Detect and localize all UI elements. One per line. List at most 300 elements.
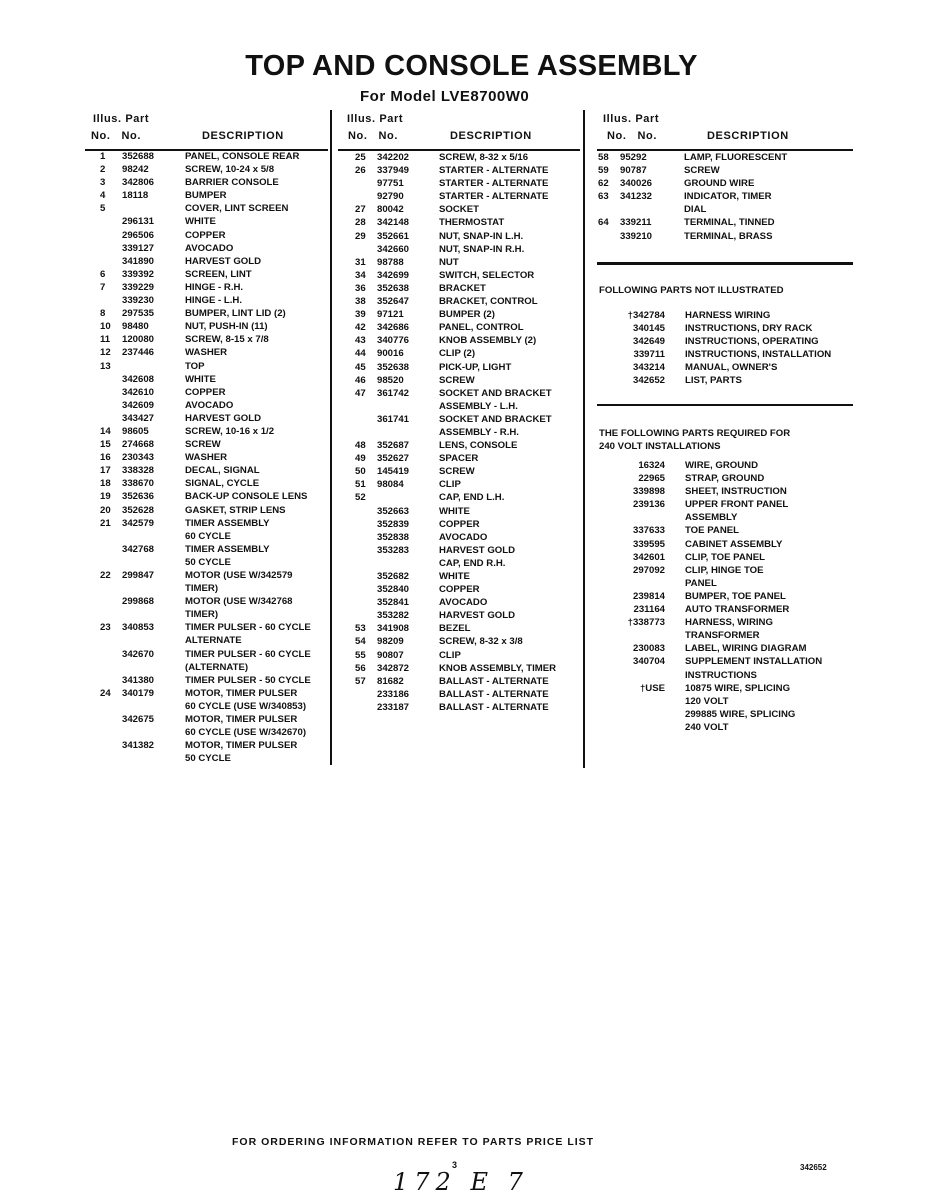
part-number: 342148 xyxy=(377,217,410,229)
table-row xyxy=(355,361,556,374)
illus-number xyxy=(355,596,377,609)
table-row xyxy=(599,472,822,485)
part-description: 60 CYCLE (USE W/342670) xyxy=(185,727,307,739)
part-number: 341382 xyxy=(122,740,155,752)
part-description: SHEET, INSTRUCTION xyxy=(685,486,787,498)
table-row xyxy=(100,215,311,228)
part-description: SCREW, 8-32 x 3/8 xyxy=(439,636,523,648)
part-number xyxy=(122,556,185,569)
part-number: 342601 xyxy=(632,551,665,563)
part-description: 240 VOLT xyxy=(685,721,729,733)
part-number: 342610 xyxy=(122,386,155,398)
table-row xyxy=(100,556,311,569)
part-description: TIMER PULSER - 60 CYCLE xyxy=(185,622,311,634)
part-number: 352838 xyxy=(377,531,410,543)
not-illustrated-list xyxy=(599,309,831,388)
part-description: SIGNAL, CYCLE xyxy=(185,478,260,490)
illus-number xyxy=(100,255,122,268)
table-row xyxy=(355,216,556,229)
part-number xyxy=(620,203,684,216)
table-row xyxy=(100,176,311,189)
part-number: 340179 xyxy=(122,687,155,699)
illus-number xyxy=(355,688,377,701)
part-number xyxy=(122,202,185,215)
illus-number xyxy=(100,582,122,595)
part-description: SCREW, 10-24 x 5/8 xyxy=(185,164,275,176)
part-description: GASKET, STRIP LENS xyxy=(185,504,286,516)
table-row xyxy=(599,538,822,551)
part-description: BUMPER xyxy=(185,190,227,202)
part-description: COPPER xyxy=(185,229,226,241)
table-row xyxy=(100,307,311,320)
part-number: 297092 xyxy=(632,564,665,576)
part-number: 339210 xyxy=(620,230,653,242)
table-row xyxy=(599,708,822,721)
illus-number xyxy=(355,518,377,531)
part-number xyxy=(377,400,439,413)
illus-number: 8 xyxy=(100,308,106,320)
part-description: ASSEMBLY - R.H. xyxy=(439,426,519,438)
illus-number xyxy=(100,674,122,687)
table-row xyxy=(100,320,311,333)
part-number: 352688 xyxy=(122,151,155,162)
part-number: 233187 xyxy=(377,701,410,713)
table-row xyxy=(599,498,822,511)
table-row xyxy=(599,629,822,642)
part-description: TIMER) xyxy=(185,609,219,621)
part-number: 352627 xyxy=(377,453,410,465)
part-description: HARNESS, WIRING xyxy=(685,617,773,629)
part-description: SCREW, 8-32 x 5/16 xyxy=(439,152,529,163)
table-row xyxy=(355,596,556,609)
part-number: †342784 xyxy=(627,310,665,321)
illus-number xyxy=(355,544,377,557)
table-row xyxy=(100,229,311,242)
part-number: 339898 xyxy=(632,486,665,498)
part-number xyxy=(122,360,185,373)
part-number: 353283 xyxy=(377,544,410,556)
table-row xyxy=(355,622,556,635)
part-number: 343427 xyxy=(122,412,155,424)
illus-number xyxy=(100,556,122,569)
part-number: 341380 xyxy=(122,674,155,686)
table-row xyxy=(355,164,556,177)
part-number xyxy=(122,661,185,674)
illus-number: 4 xyxy=(100,190,106,202)
part-description: BEZEL xyxy=(439,623,471,635)
part-description: PICK-UP, LIGHT xyxy=(439,361,512,373)
volt240-heading: THE FOLLOWING PARTS REQUIRED FOR 240 VOLT INSTALLATIONS xyxy=(599,428,791,452)
part-number: 339595 xyxy=(632,538,665,550)
part-number xyxy=(122,634,185,647)
part-number: 299868 xyxy=(122,596,155,608)
table-row xyxy=(355,426,556,439)
page-title: TOP AND CONSOLE ASSEMBLY xyxy=(245,50,698,82)
part-description: INDICATOR, TIMER xyxy=(684,191,772,203)
part-description: 120 VOLT xyxy=(685,695,729,707)
illus-number: 50 xyxy=(355,466,366,478)
part-number xyxy=(377,426,439,439)
illus-number: 2 xyxy=(100,164,106,176)
part-description: COVER, LINT SCREEN xyxy=(185,203,289,215)
table-row xyxy=(100,464,311,477)
part-number: 342670 xyxy=(122,648,155,660)
part-number: 22965 xyxy=(638,473,665,485)
table-row xyxy=(599,551,822,564)
part-number: 340145 xyxy=(632,323,665,335)
part-number: 80042 xyxy=(377,204,404,216)
illus-number xyxy=(100,713,122,726)
part-number: 342660 xyxy=(377,243,410,255)
part-description: CLIP, TOE PANEL xyxy=(685,551,765,563)
part-number: 145419 xyxy=(377,466,410,478)
part-description: AVOCADO xyxy=(185,242,234,254)
part-description: HINGE - R.H. xyxy=(185,281,244,293)
table-row xyxy=(100,425,311,438)
table-row xyxy=(355,413,556,426)
table-row xyxy=(598,164,787,177)
part-description: HINGE - L.H. xyxy=(185,295,243,307)
part-description: 50 CYCLE xyxy=(185,753,231,765)
part-description: BUMPER (2) xyxy=(439,309,495,321)
part-number: 342609 xyxy=(122,399,155,411)
part-description: COPPER xyxy=(439,584,480,596)
table-row xyxy=(100,569,311,582)
table-row xyxy=(100,490,311,503)
part-number: 337949 xyxy=(377,165,410,177)
part-number: 239814 xyxy=(632,590,665,602)
table-row xyxy=(598,230,787,243)
table-row xyxy=(100,386,311,399)
part-description: HARVEST GOLD xyxy=(439,610,516,622)
table-row xyxy=(100,163,311,176)
illus-number xyxy=(355,701,377,714)
illus-number: 5 xyxy=(100,203,106,215)
table-row xyxy=(100,255,311,268)
parts-column-1 xyxy=(100,150,311,765)
part-description: CAP, END L.H. xyxy=(439,492,505,504)
part-description: STARTER - ALTERNATE xyxy=(439,191,549,203)
part-description: BACK-UP CONSOLE LENS xyxy=(185,491,308,503)
part-description: AUTO TRANSFORMER xyxy=(685,604,790,616)
table-row xyxy=(355,177,556,190)
table-row xyxy=(355,505,556,518)
illus-number: 29 xyxy=(355,230,366,242)
part-number xyxy=(122,530,185,543)
part-description: MANUAL, OWNER'S xyxy=(685,362,778,374)
illus-number xyxy=(100,215,122,228)
table-row xyxy=(100,530,311,543)
part-description: TIMER ASSEMBLY xyxy=(185,543,270,555)
illus-number xyxy=(100,386,122,399)
part-number: 352628 xyxy=(122,504,155,516)
table-row xyxy=(599,603,822,616)
table-row xyxy=(355,531,556,544)
header-illus: Illus. Part xyxy=(347,113,404,125)
table-row xyxy=(355,583,556,596)
part-number xyxy=(122,582,185,595)
table-row xyxy=(355,518,556,531)
part-number: 342686 xyxy=(377,322,410,334)
illus-number: 44 xyxy=(355,348,366,360)
part-number: 352647 xyxy=(377,296,410,308)
part-number: 340776 xyxy=(377,335,410,347)
part-description: HARVEST GOLD xyxy=(185,255,262,267)
part-description: TOP xyxy=(185,360,205,372)
illus-number: 47 xyxy=(355,387,366,399)
part-number: 18118 xyxy=(122,190,149,202)
table-row xyxy=(355,308,556,321)
part-number: 98605 xyxy=(122,425,149,437)
illus-number xyxy=(100,595,122,608)
illus-number xyxy=(100,661,122,674)
illus-number: 38 xyxy=(355,296,366,308)
illus-number: 1 xyxy=(100,151,106,162)
illus-number xyxy=(100,726,122,739)
part-description: INSTRUCTIONS xyxy=(685,669,757,681)
table-row xyxy=(100,399,311,412)
part-number: 342202 xyxy=(377,152,410,163)
illus-number: 42 xyxy=(355,322,366,334)
part-description: CLIP (2) xyxy=(439,348,476,360)
table-row xyxy=(100,543,311,556)
table-row xyxy=(355,478,556,491)
table-row xyxy=(100,687,311,700)
part-description: ALTERNATE xyxy=(185,635,242,647)
part-description: UPPER FRONT PANEL xyxy=(685,499,789,511)
part-description: AVOCADO xyxy=(439,531,488,543)
table-row xyxy=(355,387,556,400)
part-description: TERMINAL, BRASS xyxy=(684,230,773,242)
part-description: 10875 WIRE, SPLICING xyxy=(685,682,791,694)
illus-number: 15 xyxy=(100,439,111,451)
part-description: CLIP, HINGE TOE xyxy=(685,564,764,576)
part-number: 342806 xyxy=(122,177,155,189)
part-number: 98480 xyxy=(122,321,149,333)
part-description: MOTOR, TIMER PULSER xyxy=(185,740,298,752)
part-number: 352638 xyxy=(377,282,410,294)
illus-number xyxy=(355,190,377,203)
table-row xyxy=(355,675,556,688)
part-number: 299847 xyxy=(122,570,155,581)
part-description: PANEL, CONTROL xyxy=(439,322,524,334)
table-row xyxy=(599,642,822,655)
part-description: BUMPER, TOE PANEL xyxy=(685,590,786,602)
part-number: 342579 xyxy=(122,517,155,529)
part-number: 342652 xyxy=(632,375,665,387)
part-description: TIMER ASSEMBLY xyxy=(185,517,270,529)
model-subtitle: For Model LVE8700W0 xyxy=(360,88,530,105)
table-row xyxy=(355,295,556,308)
part-number: 339127 xyxy=(122,242,155,254)
illus-number xyxy=(598,203,620,216)
part-description: MOTOR (USE W/342579 xyxy=(185,570,293,581)
part-number: 342872 xyxy=(377,662,410,674)
table-row xyxy=(355,662,556,675)
table-row xyxy=(599,616,822,629)
part-number: 92790 xyxy=(377,191,404,203)
part-description: HARVEST GOLD xyxy=(185,412,262,424)
table-row xyxy=(599,577,822,590)
illus-number: 28 xyxy=(355,217,366,229)
table-row xyxy=(100,504,311,517)
illus-number: 39 xyxy=(355,309,366,321)
part-description: INSTRUCTIONS, OPERATING xyxy=(685,336,819,348)
table-row xyxy=(355,570,556,583)
part-description: BRACKET xyxy=(439,282,486,294)
part-number: 237446 xyxy=(122,347,155,359)
part-number: 340026 xyxy=(620,178,653,190)
illus-number xyxy=(355,609,377,622)
part-number: 90016 xyxy=(377,348,404,360)
illus-number xyxy=(100,412,122,425)
part-number: †338773 xyxy=(627,617,665,629)
column-divider xyxy=(330,110,332,765)
divider xyxy=(597,262,853,265)
handwritten-note: 172 E 7 xyxy=(393,1168,529,1196)
part-number: 340704 xyxy=(632,656,665,668)
part-number: 337633 xyxy=(632,525,665,537)
part-number: †USE xyxy=(639,682,665,694)
part-description: SCREW, 10-16 x 1/2 xyxy=(185,425,275,437)
table-row xyxy=(355,609,556,622)
part-number xyxy=(377,491,439,504)
part-number: 340853 xyxy=(122,622,155,634)
part-description: SCREW xyxy=(439,466,475,478)
part-description: TOE PANEL xyxy=(685,525,740,537)
table-row xyxy=(355,400,556,413)
table-row xyxy=(100,202,311,215)
part-description: TRANSFORMER xyxy=(685,630,760,642)
table-row xyxy=(355,243,556,256)
part-description: INSTRUCTIONS, INSTALLATION xyxy=(685,349,832,361)
illus-number xyxy=(100,648,122,661)
table-row xyxy=(100,281,311,294)
table-row xyxy=(100,150,311,163)
volt240-list xyxy=(599,459,822,734)
illus-number: 49 xyxy=(355,453,366,465)
table-row xyxy=(100,595,311,608)
part-description: TIMER) xyxy=(185,583,219,595)
part-description: AVOCADO xyxy=(185,399,234,411)
illus-number: 56 xyxy=(355,662,366,674)
illus-number: 27 xyxy=(355,204,366,216)
part-description: 60 CYCLE xyxy=(185,530,231,542)
part-description: KNOB ASSEMBLY, TIMER xyxy=(439,662,557,674)
illus-number: 58 xyxy=(598,152,609,163)
parts-column-2 xyxy=(355,151,556,714)
part-number xyxy=(377,557,439,570)
table-row xyxy=(355,557,556,570)
part-description: STRAP, GROUND xyxy=(685,473,765,485)
table-row xyxy=(100,451,311,464)
part-number xyxy=(599,629,685,642)
part-number xyxy=(599,708,685,721)
illus-number: 23 xyxy=(100,622,111,634)
table-row xyxy=(599,361,831,374)
illus-number: 36 xyxy=(355,282,366,294)
part-description: TIMER PULSER - 60 CYCLE xyxy=(185,648,311,660)
part-description: SCREW xyxy=(185,439,221,451)
part-number: 230343 xyxy=(122,452,155,464)
table-row xyxy=(355,256,556,269)
table-row xyxy=(599,564,822,577)
table-row xyxy=(100,634,311,647)
part-description: BALLAST - ALTERNATE xyxy=(439,701,549,713)
table-row xyxy=(100,412,311,425)
illus-number xyxy=(355,505,377,518)
part-number xyxy=(599,511,685,524)
table-row xyxy=(355,321,556,334)
table-row xyxy=(599,682,822,695)
part-number xyxy=(599,669,685,682)
table-row xyxy=(355,374,556,387)
table-row xyxy=(599,590,822,603)
illus-number: 19 xyxy=(100,491,111,503)
part-description: NUT, SNAP-IN L.H. xyxy=(439,230,524,242)
table-row xyxy=(100,477,311,490)
part-description: DIAL xyxy=(684,204,707,216)
part-description: WASHER xyxy=(185,452,228,464)
illus-number xyxy=(100,373,122,386)
part-description: WASHER xyxy=(185,347,228,359)
table-row xyxy=(100,268,311,281)
illus-number xyxy=(355,583,377,596)
part-number xyxy=(122,726,185,739)
part-number: 352840 xyxy=(377,584,410,596)
part-number: 274668 xyxy=(122,439,155,451)
table-row xyxy=(355,465,556,478)
part-description: (ALTERNATE) xyxy=(185,661,249,673)
part-number: 353282 xyxy=(377,610,410,622)
part-description: STARTER - ALTERNATE xyxy=(439,165,549,177)
illus-number: 11 xyxy=(100,334,111,346)
part-number: 342608 xyxy=(122,373,155,385)
part-number: 231164 xyxy=(633,604,665,616)
illus-number xyxy=(355,531,377,544)
part-description: KNOB ASSEMBLY (2) xyxy=(439,335,537,347)
illus-number xyxy=(100,242,122,255)
table-row xyxy=(355,649,556,662)
part-description: 299885 WIRE, SPLICING xyxy=(685,708,796,720)
table-row xyxy=(100,189,311,202)
table-row xyxy=(355,701,556,714)
illus-number: 59 xyxy=(598,165,609,177)
table-row xyxy=(100,517,311,530)
header-no: No. No. xyxy=(348,130,399,142)
part-description: NUT xyxy=(439,256,459,268)
illus-number xyxy=(100,608,122,621)
part-number: 98242 xyxy=(122,164,149,176)
part-number: 339229 xyxy=(122,281,155,293)
part-description: STARTER - ALTERNATE xyxy=(439,178,549,190)
illus-number: 51 xyxy=(355,479,366,491)
part-number: 296506 xyxy=(122,229,155,241)
part-description: SPACER xyxy=(439,453,479,465)
table-row xyxy=(100,648,311,661)
table-row xyxy=(599,348,831,361)
part-number: 342675 xyxy=(122,714,155,726)
illus-number xyxy=(355,426,377,439)
illus-number xyxy=(355,557,377,570)
part-number: 339392 xyxy=(122,268,155,280)
illus-number: 18 xyxy=(100,478,111,490)
part-description: SCREEN, LINT xyxy=(185,268,252,280)
illus-number: 62 xyxy=(598,178,609,190)
parts-column-3 xyxy=(598,151,787,243)
header-no: No. No. xyxy=(607,130,658,142)
illus-number: 26 xyxy=(355,165,366,177)
